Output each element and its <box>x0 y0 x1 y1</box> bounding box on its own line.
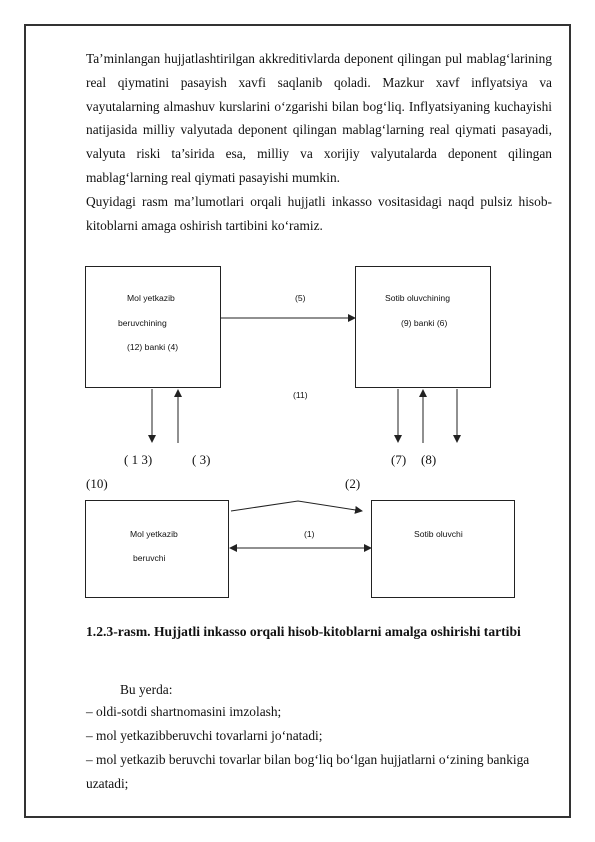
label-5: (5) <box>295 293 306 303</box>
paragraph-1: Ta’minlangan hujjatlashtirilgan akkreditivlarda deponent qilingan pul mablag‘larining real qiymatini pasayish xavfi saqlanib qoladi. Mazkur xavf inflyatsiya va vayutalarning almashuv kurslarini o‘zgarishi bilan bog‘liq. Inflyatsiyaning kuchayishi natijasida milliy valyutada deponent qilingan mablag‘larning real qiymati pasayadi, valyuta riski ta’sirida esa, milliy va xorijiy valyutalarda deponent qilingan mablag‘larning real qiymati pasayishi mumkin. <box>86 51 552 185</box>
figure-caption: 1.2.3-rasm. Hujjatli inkasso orqali hisob-kitoblarni amalga oshirishi tartibi <box>86 624 521 639</box>
label-11: (11) <box>293 390 308 400</box>
box-buyer-bank-line1: Sotib oluvchining <box>385 293 450 303</box>
box-supplier-line1: Mol yetkazib <box>130 529 178 539</box>
box-supplier-bank-line3: (12) banki (4) <box>127 342 179 352</box>
label-7: (7) <box>391 452 407 467</box>
list-item: uzatadi; <box>86 776 129 791</box>
bu-yerda-label: Bu yerda: <box>120 682 173 697</box>
label-8: (8) <box>421 452 437 467</box>
box-supplier <box>85 500 229 598</box>
label-2: (2) <box>345 476 361 491</box>
list-item: – mol yetkazib beruvchi tovarlar bilan bog‘liq bo‘lgan hujjatlarni o‘zining bankiga <box>86 752 530 767</box>
label-1-3: ( 1 3) <box>124 452 153 467</box>
label-3: ( 3) <box>192 452 211 467</box>
paragraph-2: Quyidagi rasm ma’lumotlari orqali hujjatli inkasso vositasidagi naqd pulsiz hisob-kitoblarni amaga oshirish tartibini ko‘ramiz. <box>86 194 552 233</box>
box-supplier-bank-line2: beruvchining <box>118 318 167 328</box>
list-item: – oldi-sotdi shartnomasini imzolash; <box>86 704 282 719</box>
box-buyer-line1: Sotib oluvchi <box>414 529 463 539</box>
box-supplier-bank-line1: Mol yetkazib <box>127 293 175 303</box>
label-10: (10) <box>86 476 108 491</box>
box-buyer <box>371 500 515 598</box>
box-supplier-line2: beruvchi <box>133 553 166 563</box>
label-1: (1) <box>304 529 315 539</box>
list-item: – mol yetkazibberuvchi tovarlarni jo‘natadi; <box>86 728 323 743</box>
arrow-2 <box>231 501 362 511</box>
box-buyer-bank-line2: (9) banki (6) <box>401 318 448 328</box>
